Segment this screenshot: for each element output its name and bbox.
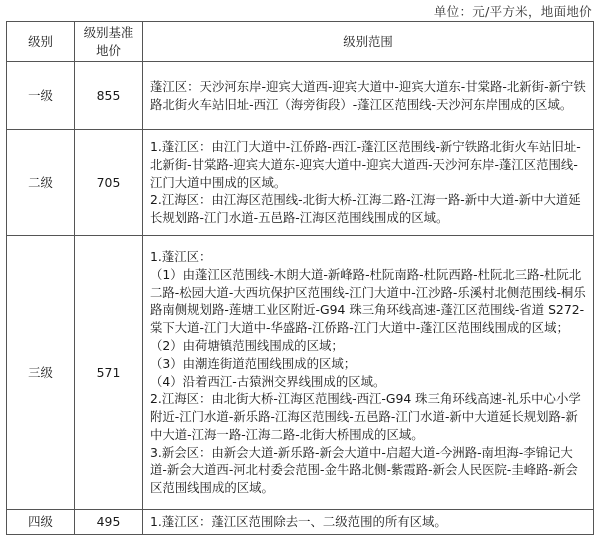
- range-paragraph: （4）沿着西江-古猿洲交界线围成的区域。: [150, 373, 386, 389]
- range-paragraph: 蓬江区：天沙河东岸-迎宾大道西-迎宾大道中-迎宾大道东-甘棠路-北新街-新宁铁路北街火车站旧址-西江（海旁街段）-蓬江区范围线-天沙河东岸围成的区域。: [150, 78, 586, 112]
- header-level: 级别: [7, 22, 75, 62]
- unit-note: 单位：元/平方米，地面地价: [433, 4, 592, 19]
- level-cell: 四级: [7, 510, 75, 535]
- price-cell: 705: [75, 130, 143, 236]
- range-cell: [143, 62, 594, 130]
- range-paragraph: （2）由荷塘镇范围线围成的区域；: [150, 337, 344, 353]
- range-paragraph: 1.蓬江区：蓬江区范围除去一、二级范围的所有区域。: [150, 514, 447, 529]
- table-row: [7, 236, 594, 510]
- range-paragraph: 1.蓬江区：由江门大道中-江侨路-西江-蓬江区范围线-新宁铁路北街火车站旧址-北新街-甘棠路-迎宾大道东-迎宾大道中-迎宾大道西-天沙河东岸-蓬江区范围线-江门大道中围成的区域。: [150, 139, 581, 190]
- range-cell: [143, 510, 594, 535]
- price-cell: 855: [75, 62, 143, 130]
- range-paragraph: （3）由潮连街道范围线围成的区域；: [150, 355, 357, 371]
- range-paragraph: 2.江海区：由北街大桥-江海区范围线-西江-G94 珠三角环线高速-礼乐中心小学附近-江门水道-新乐路-江海区范围线-五邑路-江门水道-新中大道延长规划路-新中大道-江海一路-江海二路-北街大桥围成的区域。: [150, 391, 581, 442]
- range-paragraph: 1.蓬江区：: [150, 248, 212, 264]
- range-cell: [143, 236, 594, 510]
- range-paragraph: （1）由蓬江区范围线-木朗大道-新峰路-杜阮南路-杜阮西路-杜阮北三路-杜阮北二路-松园大道-大西坑保护区范围线-江门大道中-江沙路-乐溪村北侧范围线-桐乐路南侧规划路-莲塘工业区附近-G94 珠三角环线高速-蓬江区范围线-省道 S272-棠下大道-江门大道中-华盛路-江侨路-江门大道中-蓬江区范围线围成的区域；: [150, 266, 586, 336]
- level-cell: 二级: [7, 130, 75, 236]
- range-cell: [143, 130, 594, 236]
- land-price-table: [6, 21, 594, 535]
- table-row: [7, 62, 594, 130]
- table-row: [7, 130, 594, 236]
- table-header-row: [7, 22, 594, 62]
- range-paragraph: 2.江海区：由江海区范围线-北街大桥-江海二路-江海一路-新中大道-新中大道延长规划路-江门水道-五邑路-江海区范围线围成的区域。: [150, 192, 581, 226]
- level-cell: 一级: [7, 62, 75, 130]
- table-row: [7, 510, 594, 535]
- range-paragraph: 3.新会区：由新会大道-新乐路-新会大道中-启超大道-今洲路-南坦海-李锦记大道-新会大道西-河北村委会范围-金牛路北侧-紫霞路-新会人民医院-圭峰路-新会区范围线围成的区域。: [150, 444, 578, 496]
- level-cell: 三级: [7, 236, 75, 510]
- header-range: 级别范围: [143, 22, 594, 62]
- header-price: 级别基准地价: [75, 22, 143, 62]
- price-cell: 571: [75, 236, 143, 510]
- price-cell: 495: [75, 510, 143, 535]
